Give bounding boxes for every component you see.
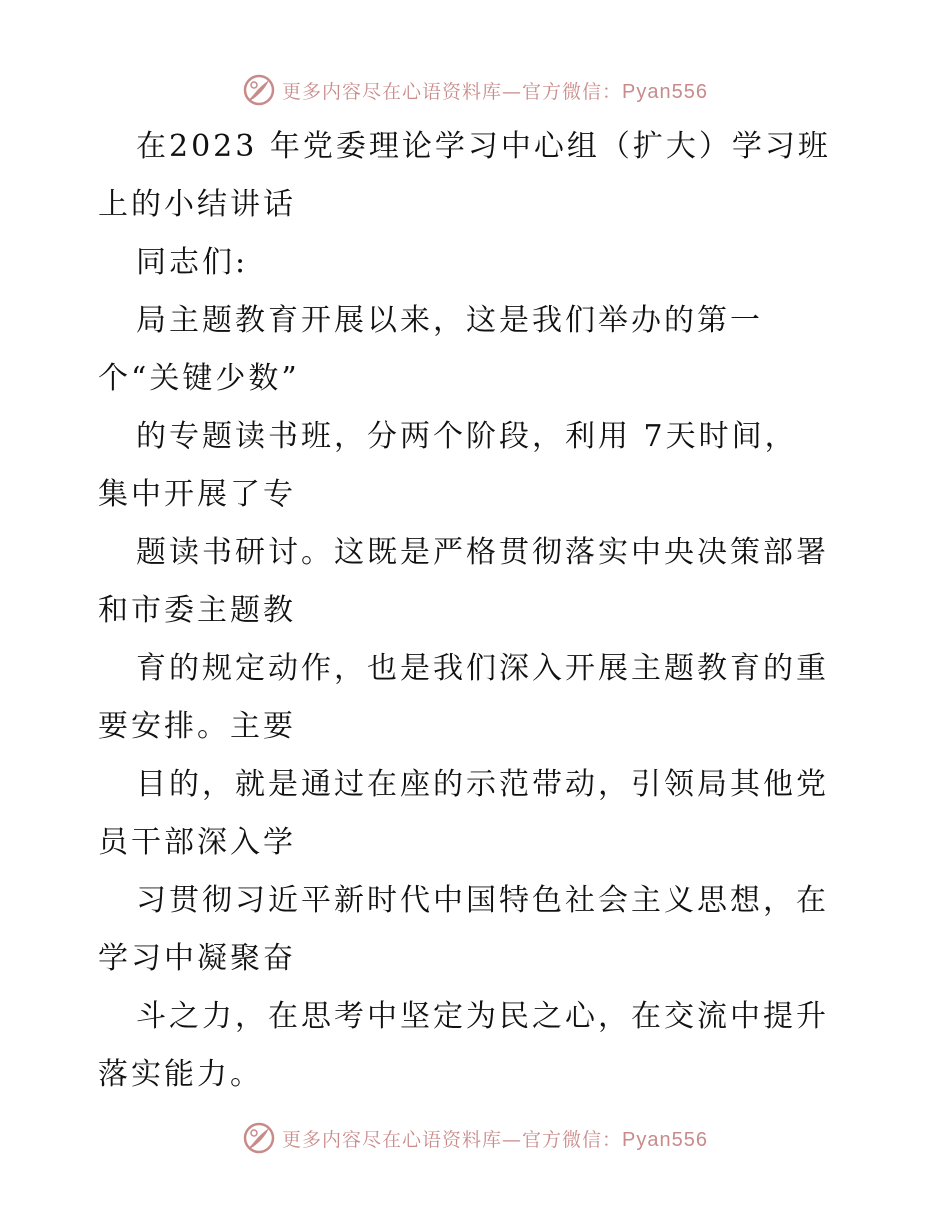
- text-line: 个“关键少数”: [98, 361, 300, 396]
- watermark-text: 更多内容尽在心语资料库—官方微信：Pyan556: [282, 1128, 708, 1151]
- feather-pen-logo-icon: [242, 73, 276, 107]
- text-line: 同志们:: [136, 245, 249, 280]
- text-line: 集中开展了专: [98, 477, 296, 512]
- text-line: 要安排。主要: [98, 709, 296, 744]
- text-line: 在2023 年党委理论学习中心组（扩大）学习班: [136, 129, 831, 164]
- text-line: 局主题教育开展以来，这是我们举办的第一: [136, 303, 763, 338]
- text-line: 育的规定动作，也是我们深入开展主题教育的重: [136, 651, 829, 686]
- text-line: 目的，就是通过在座的示范带动，引领局其他党: [136, 767, 829, 802]
- text-line: 上的小结讲话: [98, 187, 296, 222]
- document-body: [98, 118, 858, 1104]
- text-line: 斗之力，在思考中坚定为民之心，在交流中提升: [136, 999, 829, 1034]
- feather-pen-logo-icon: [242, 1121, 276, 1155]
- text-line: 学习中凝聚奋: [98, 941, 296, 976]
- text-line: 题读书研讨。这既是严格贯彻落实中央决策部署: [136, 535, 829, 570]
- watermark-text: 更多内容尽在心语资料库—官方微信：Pyan556: [282, 80, 708, 103]
- text-line: 落实能力。: [98, 1057, 263, 1092]
- header-watermark: [0, 70, 950, 110]
- text-line: 员干部深入学: [98, 825, 296, 860]
- footer-watermark: [0, 1118, 950, 1158]
- text-line: 习贯彻习近平新时代中国特色社会主义思想，在: [136, 883, 829, 918]
- text-line: 的专题读书班，分两个阶段，利用 7天时间，: [136, 419, 798, 454]
- text-line: 和市委主题教: [98, 593, 296, 628]
